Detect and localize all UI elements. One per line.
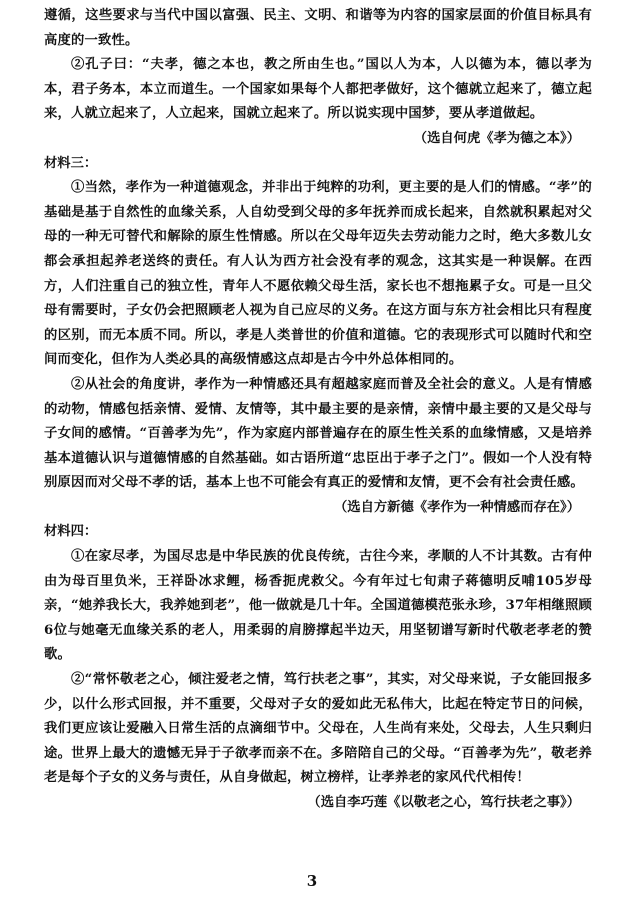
paragraph-confucius: ②孔子曰：“夫孝，德之本也，教之所由生也。”国以人为本，人以德为本，德以孝为本，君子务本，本立而道生。一个国家如果每个人都把孝做好，这个德就立起来了，德立起来，人就立起来了，人立起来，国就立起来了。所以说实现中国梦，要从孝道做起。 — [44, 57, 592, 122]
paragraph-material-3-2: ②从社会的角度讲，孝作为一种情感还具有超越家庭而普及全社会的意义。人是有情感的动物，情感包括亲情、爱情、友情等，其中最主要的是亲情，亲情中最主要的又是父母与子女间的感情。“百善孝为先”，作为家庭内部普遍存在的原生性关系的血缘情感，又是培养基本道德认识与道德情感的自然基础。如古语所道“忠臣出于孝子之门”。假如一个人没有特别原因而对父母不孝的话，基本上也不可能会有真正的爱情和友情，更不会有社会责任感。 — [44, 376, 592, 491]
paragraph-continuation: 遵循，这些要求与当代中国以富强、民主、文明、和谐等为内容的国家层面的价值目标具有高度的一致性。 — [44, 8, 592, 48]
section-heading-material-3: 材料三： — [44, 155, 98, 171]
source-citation-1: （选自何虎《孝为德之本》） — [413, 130, 580, 146]
section-heading-material-4: 材料四： — [44, 524, 98, 540]
source-citation-3: （选自李巧莲《以敬老之心，笃行扶老之事》） — [307, 795, 580, 810]
source-citation-2: （选自方新德《孝作为一种情感而存在》） — [334, 499, 580, 515]
paragraph-material-4-1: ①在家尽孝，为国尽忠是中华民族的优良传统，古往今来，孝顺的人不计其数。古有仲由为母百里负米，王祥卧冰求鲤，杨香扼虎救父。今有年过七旬肃子蒋德明反哺105岁母亲，“她养我长大，我养她到老”，他一做就是几十年。全国道德模范张永珍，37年相继照顾6位与她毫无血缘关系的老人，用柔弱的肩膀撑起半边天，用坚韧谱写新时代敬老孝老的赞歌。 — [44, 549, 592, 663]
paragraph-material-4-2: ②“常怀敬老之心，倾注爱老之情，笃行扶老之事”，其实，对父母来说，子女能回报多少，以什么形式回报，并不重要，父母对子女的爱如此无私伟大，比起在特定节日的问候，我们更应该让爱融入日常生活的点滴细节中。父母在，人生尚有来处，父母去，人生只剩归途。世界上最大的遗憾无异于子欲孝而亲不在。多陪陪自己的父母。“百善孝为先”，敬老养老是每个子女的义务与责任，从自身做起，树立榜样，让孝养老的家风代代相传！ — [44, 672, 592, 786]
paragraph-material-3-1: ①当然，孝作为一种道德观念，并非出于纯粹的功利，更主要的是人们的情感。“孝”的基础是基于自然性的血缘关系，人自幼受到父母的多年抚养而成长起来，自然就积累起对父母的一种无可替代和解除的原生性情感。所以在父母年迈失去劳动能力之时，绝大多数儿女都会承担起养老送终的责任。有人认为西方社会没有孝的观念，这其实是一种误解。在西方，人们注重自己的独立性，青年人不愿依赖父母生活，家长也不想拖累子女。可是一旦父母有需要时，子女仍会把照顾老人视为自己应尽的义务。在这方面与东方社会相比只有程度的区别，而无本质不同。所以，孝是人类普世的价值和道德。它的表现形式可以随时代和空间而变化，但作为人类必具的高级情感这点却是古今中外总体相同的。 — [44, 180, 592, 368]
page-number: 3 — [306, 872, 318, 890]
